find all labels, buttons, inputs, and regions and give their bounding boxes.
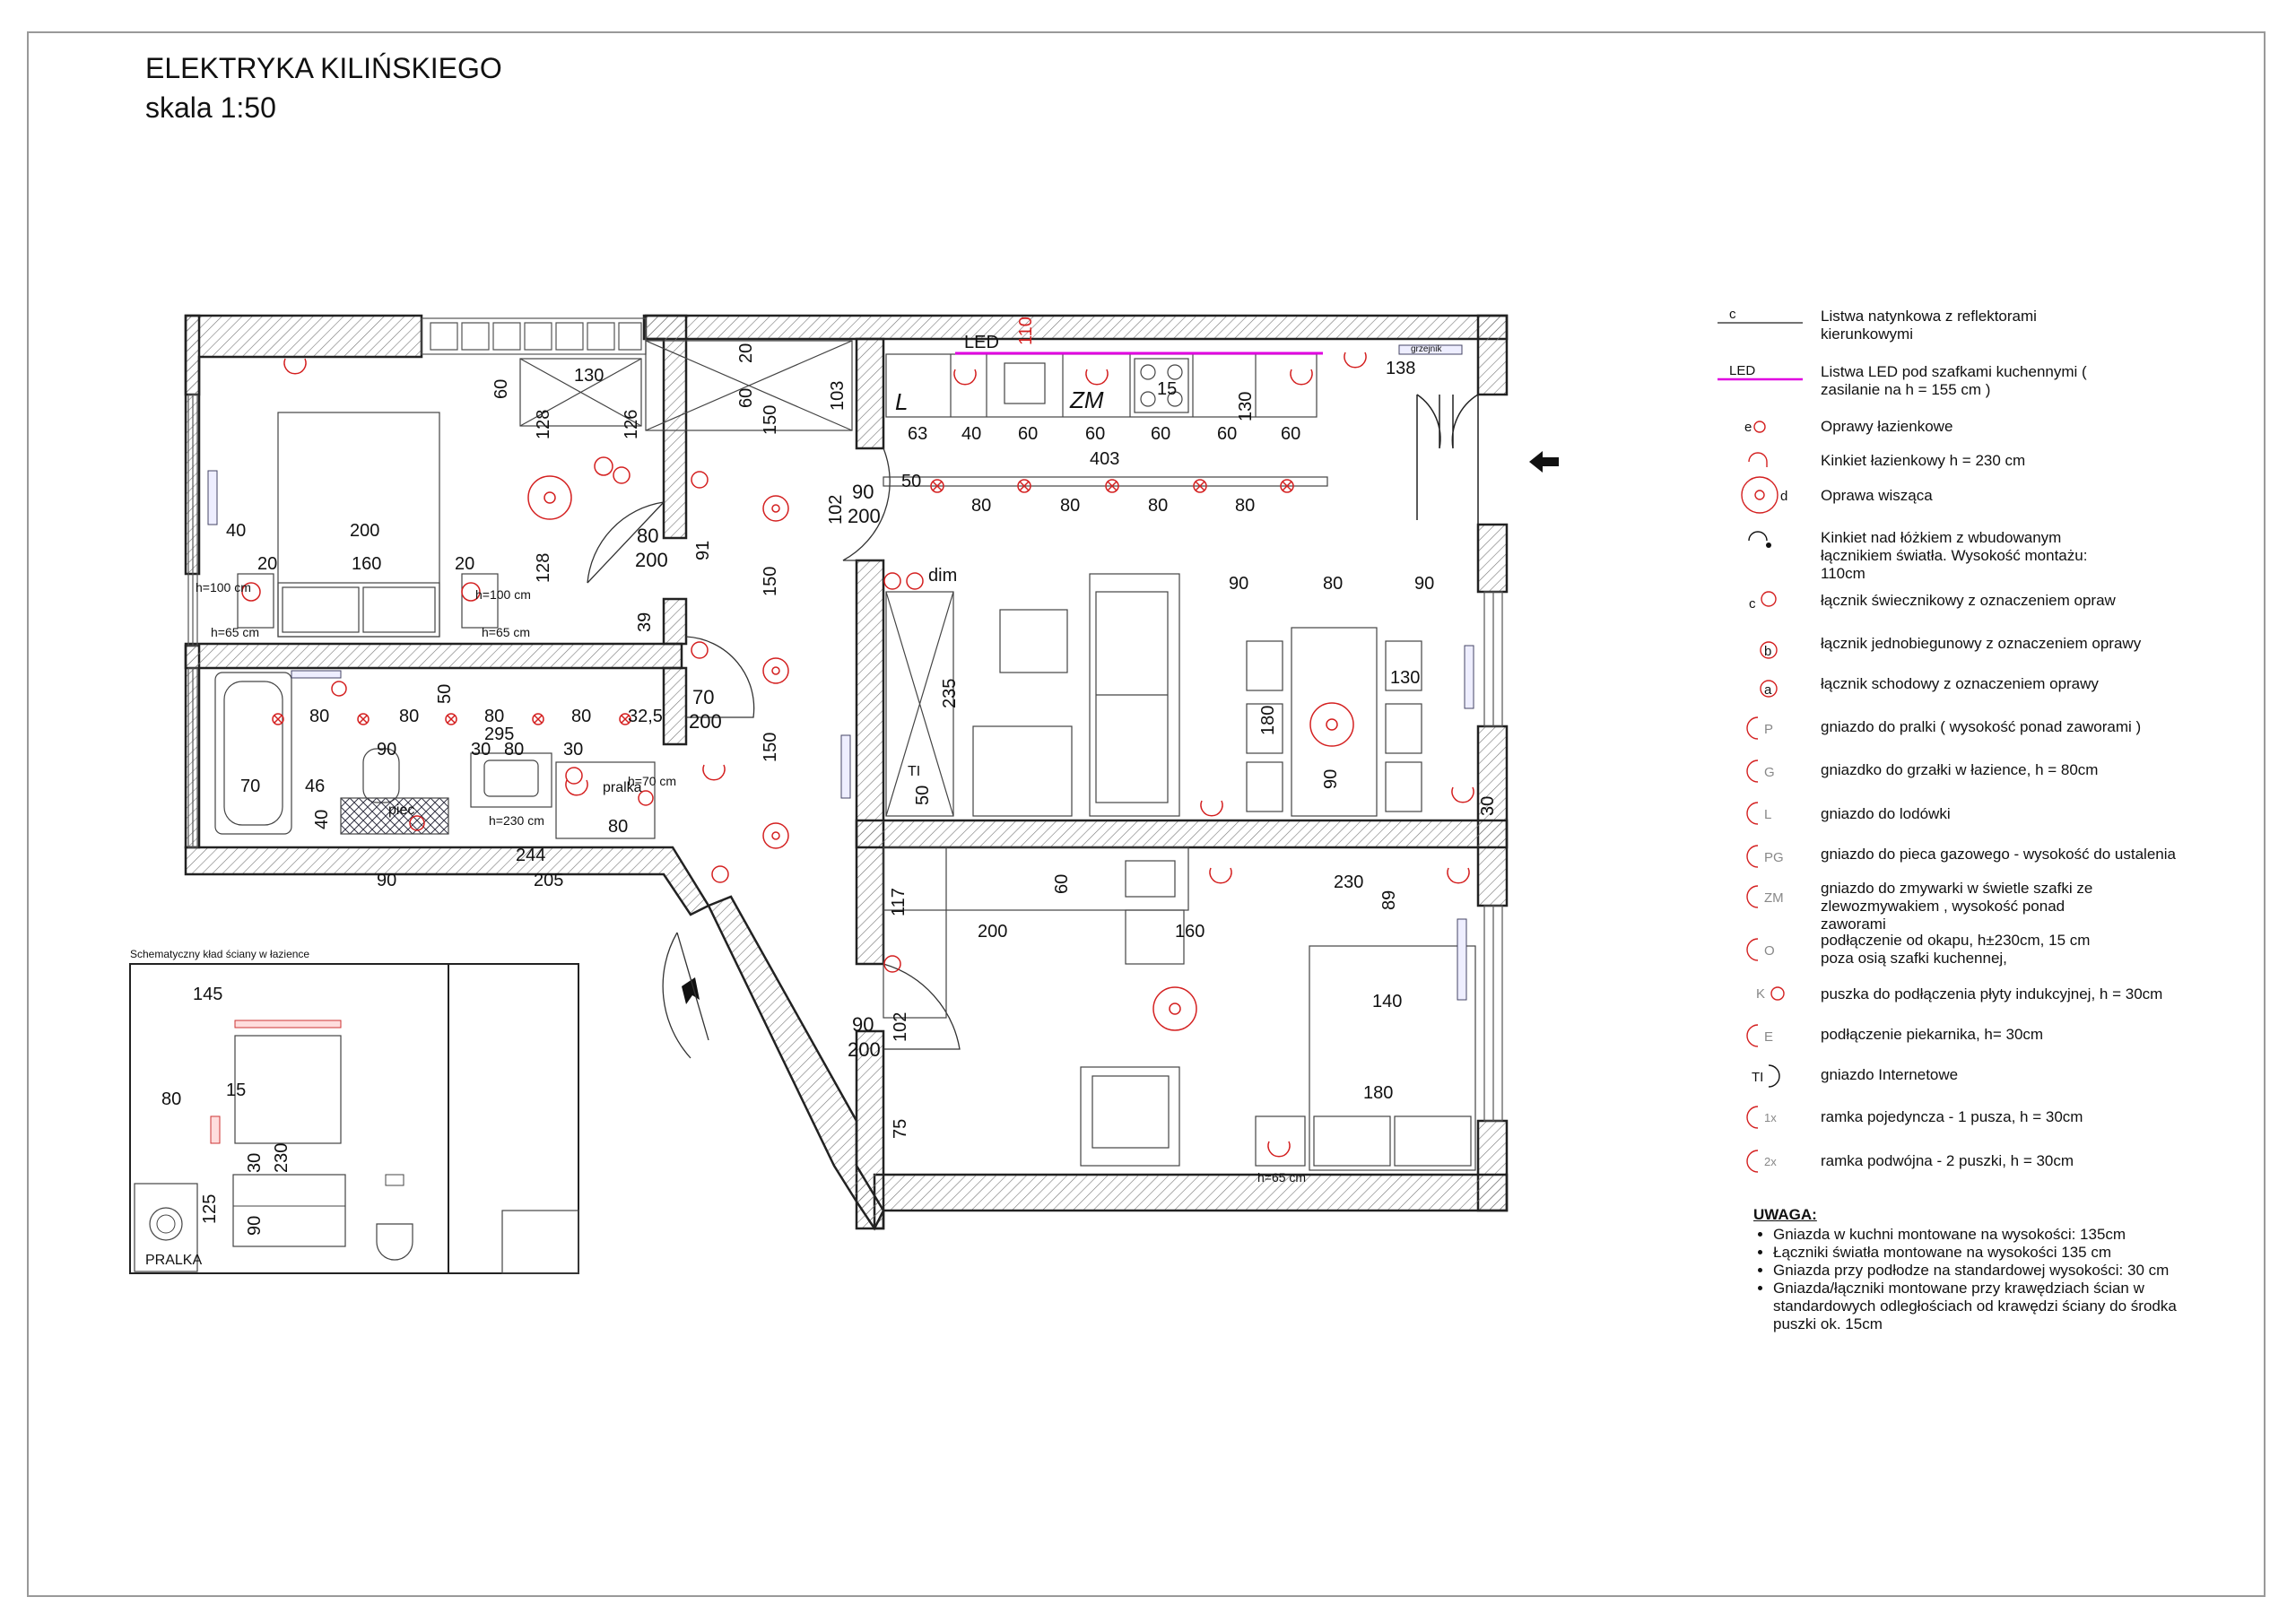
dim-label: 40 [226,521,247,541]
frame-single-icon [284,359,306,374]
dim-label: 70 [692,686,715,708]
pendant-lamp-icon [1153,987,1196,1030]
dim-label: h=100 cm [196,580,251,595]
bathroom-light-icon [446,714,457,725]
dim-label: 90 [245,1215,265,1236]
dim-label: 32,5 [628,707,663,726]
frame-single-icon [1452,787,1474,803]
desk [883,847,1188,910]
drawing-scale: skala 1:50 [145,91,276,124]
wall-bath-south [186,847,709,915]
wall-hall-bath-2 [664,668,686,744]
wall-bed-bath [186,644,682,668]
dim-label: 235 [940,678,960,708]
legend-item: gniazdo do pieca gazowego - wysokość do ustalenia [1821,846,2176,863]
dim-label: 150 [761,404,780,435]
wall-kitchen-east [1478,316,1507,395]
legend-item: Listwa LED pod szafkami kuchennymi ( zasilanie na h = 155 cm ) [1821,363,2087,398]
dim-label: 20 [257,554,278,574]
frame-double-icon [1291,369,1312,385]
dim-label: 60 [1217,424,1238,444]
dim-label: 103 [828,380,848,411]
drawing-title: ELEKTRYKA KILIŃSKIEGO [145,52,502,84]
dim-label: 403 [1090,449,1120,469]
note-item: • Gniazda przy podłodze na standardowej wysokości: 30 cm [1773,1262,2220,1280]
legend-item: łącznik schodowy z oznaczeniem oprawy [1821,675,2099,692]
dim-label: 90 [377,740,397,759]
ceiling-light-icon [763,823,788,848]
dim-label: 200 [848,1038,881,1061]
frame-single-icon [1086,369,1108,385]
svg-text:TI: TI [1752,1070,1764,1085]
dim-label: 102 [891,1011,910,1042]
entrance-door [1417,395,1478,525]
dim-label: 91 [693,540,713,560]
dim-label: 60 [491,378,511,399]
dim-label: 138 [1386,359,1416,378]
legend-item: ramka podwójna - 2 puszki, h = 30cm [1821,1152,2074,1169]
dim-label: h=70 cm [628,774,677,788]
ceiling-light-icon [763,658,788,683]
inset-washer-label: PRALKA [145,1253,203,1268]
svg-text:c: c [1729,307,1736,322]
dim-label: 50 [901,472,922,491]
wall-living-east [1478,525,1507,592]
socket-heater-icon [332,681,346,696]
internet-label: TI [908,764,921,779]
dim-label: 230 [1334,872,1364,892]
svg-text:G: G [1764,765,1775,780]
dim-label: 200 [635,549,668,571]
dim-label: 80 [309,707,330,726]
dim-label: 140 [1372,992,1403,1011]
switch-staircase-icon [712,866,728,882]
dim-label: 20 [455,554,475,574]
svg-text:e: e [1744,420,1752,435]
dim-label: 145 [193,985,223,1004]
dim-label: 160 [352,554,382,574]
inset-labels [130,948,309,1268]
dim-label: 80 [399,707,420,726]
svg-text:b: b [1764,644,1772,659]
dim-label: 40 [312,809,332,829]
pendant-lamp-icon [1310,703,1353,746]
dim-label: 244 [516,846,546,865]
dim-label: 200 [848,505,881,527]
dim-label: 90 [377,871,397,890]
dim-label: 90 [1414,574,1435,594]
dim-label: 50 [435,683,455,704]
dim-label: 200 [689,710,722,733]
dim-label: h=65 cm [1257,1170,1307,1185]
dim-label: 90 [852,1013,874,1036]
legend-item: Oprawy łazienkowe [1821,418,1953,435]
dim-label: 90 [852,481,874,503]
wall-bedroom-north [186,316,422,395]
switch-chandelier-icon [907,573,923,589]
legend-item: puszka do podłączenia płyty indukcyjnej, h = 30cm [1821,985,2163,1002]
ceiling-light-icon [763,496,788,521]
armchair [1081,1067,1179,1166]
dim-label: 80 [971,496,992,516]
frame-double-icon [1201,801,1222,816]
dim-label: 128 [534,552,553,583]
dim-label: h=100 cm [475,587,531,602]
legend-item: Kinkiet łazienkowy h = 230 cm [1821,452,2026,469]
frame-single-icon [703,765,725,780]
wall-living-west [857,560,883,964]
radiator-label: grzejnik [1411,344,1442,354]
dim-label: 125 [200,1193,220,1224]
dim-label: 180 [1363,1083,1394,1103]
bathroom-light-icon [533,714,544,725]
note-item: • Gniazda/łączniki montowane przy krawędziach ścian w standardowych odległościach od krawędzi ściany do środka puszki ok. 15cm [1773,1280,2220,1333]
dim-label: 60 [736,387,756,408]
legend-item: łącznik świecznikowy z oznaczeniem opraw [1821,592,2116,609]
dim-label: 30 [471,740,491,759]
dim-label: 63 [908,424,928,444]
dim-label: 70 [240,777,261,796]
dim-label: 90 [1321,768,1341,789]
svg-text:2x: 2x [1764,1155,1777,1168]
legend-item: ramka pojedyncza - 1 pusza, h = 30cm [1821,1108,2083,1125]
svg-text:c: c [1749,596,1756,612]
dishwasher-label: ZM [1070,386,1104,413]
dim-label: 40 [961,424,982,444]
dim-label: 130 [1390,668,1421,688]
wall-lamp-icon [595,457,613,475]
dim-label: 150 [761,566,780,596]
entrance-arrow-icon [1529,451,1559,473]
dim-label: 110 [1016,317,1036,345]
dim-label: 90 [1229,574,1249,594]
dim-label: 150 [761,732,780,762]
frame-single-icon [954,369,976,385]
led-label: LED [964,333,999,352]
windows [188,318,1502,1121]
dim-label: 80 [484,707,505,726]
dim-label: 30 [245,1152,265,1173]
bathroom-wall-view [130,964,578,1273]
dim-label: 60 [1151,424,1171,444]
dim-label: 230 [272,1142,291,1173]
dim-label: h=65 cm [482,625,531,639]
dim-label: 80 [637,525,659,547]
svg-text:PG: PG [1764,850,1784,865]
dim-label: 128 [534,409,553,439]
dim-label: 89 [1379,890,1399,910]
dim-label: 60 [1018,424,1039,444]
svg-text:O: O [1764,943,1775,959]
svg-text:E: E [1764,1029,1774,1045]
wall-hall-bath [664,599,686,644]
ottoman [973,726,1072,816]
dim-label: 130 [574,366,604,386]
dim-label: 15 [1157,379,1178,399]
inset-title: Schematyczny kład ściany w łazience [130,948,310,960]
dim-label: 117 [889,888,909,916]
note-item: • Gniazda w kuchni montowane na wysokości: 135cm [1773,1226,2220,1244]
wall-kitchen-west [857,339,883,448]
dim-label: 39 [635,612,655,632]
pendant-lamp-icon [528,476,571,519]
dim-label: 20 [736,343,756,363]
legend-item: podłączenie piekarnika, h= 30cm [1821,1026,2044,1043]
svg-text:1x: 1x [1764,1111,1777,1124]
boiler-label: piec [388,803,415,818]
dim-label: 75 [891,1118,910,1139]
frame-single-icon [1344,352,1366,368]
dim-label: 30 [1478,795,1498,816]
legend-item: Listwa natynkowa z reflektorami kierunkowymi [1821,308,2037,343]
svg-text:L: L [1764,807,1772,822]
legend-item: podłączenie od okapu, h±230cm, 15 cm poza osią szafki kuchennej, [1821,932,2091,967]
radiator-icon [841,735,850,798]
dim-label: h=65 cm [211,625,260,639]
legend-item: Oprawa wisząca [1821,487,1933,504]
dim-label: 130 [1236,391,1256,421]
dim-label: 80 [1323,574,1344,594]
radiator-icon [1457,919,1466,1000]
dim-label: h=230 cm [489,813,544,828]
dim-label: 160 [1175,922,1205,942]
dim-label: 295 [484,725,515,744]
switch-single-icon [566,768,582,784]
wall-top-middle [646,316,1507,339]
legend-item: gniazdo do lodówki [1821,805,1951,822]
radiator-icon [291,671,341,678]
legend-item: łącznik jednobiegunowy z oznaczeniem oprawy [1821,635,2142,652]
switch-single-icon [884,956,900,972]
dim-switch-label: dim [928,566,958,586]
legend-item: gniazdo do pralki ( wysokość ponad zaworami ) [1821,718,2142,735]
dim-label: 102 [826,494,846,525]
wall-south-bedroom2 [874,1175,1507,1228]
wall-living-south [857,820,1507,847]
dim-label: 80 [1235,496,1256,516]
legend-item: gniazdko do grzałki w łazience, h = 80cm [1821,761,2099,778]
switch-staircase-icon [691,472,708,488]
dim-label: 205 [534,871,564,890]
dim-label: 200 [978,922,1008,942]
dim-label: 80 [161,1089,182,1109]
dim-label: 46 [305,777,326,796]
dim-label: 80 [1060,496,1081,516]
dim-label: 30 [563,740,584,759]
bathtub [215,673,291,834]
bathroom-light-icon [358,714,369,725]
dim-label: 60 [1052,873,1072,894]
dim-label: 50 [913,785,933,805]
svg-text:d: d [1780,489,1788,504]
legend-item: gniazdo Internetowe [1821,1066,1959,1083]
svg-text:P: P [1764,722,1774,737]
legend-item: Kinkiet nad łóżkiem z wbudowanym łącznikiem światła. Wysokość montażu: 110cm [1821,529,2088,582]
wardrobe-2 [883,847,946,1018]
dim-label: 80 [571,707,592,726]
coffee-table [1000,610,1067,673]
frame-single-icon [1448,868,1469,883]
dim-label: 60 [1085,424,1106,444]
dim-label: 60 [1281,424,1301,444]
frame-double-icon [1210,868,1231,883]
radiator-icon [208,471,217,525]
radiator-icon [1465,646,1474,708]
dim-label: 15 [226,1081,247,1100]
dim-label: 80 [504,740,525,759]
dim-label: 80 [1148,496,1169,516]
fridge-label: L [895,388,909,415]
notes-heading: UWAGA: [1753,1206,1817,1223]
svg-text:LED: LED [1729,363,1756,378]
switch-chandelier-icon [884,573,900,589]
dim-label: 200 [350,521,380,541]
bed-2 [1309,946,1475,1170]
svg-text:ZM: ZM [1764,890,1784,906]
washbasin-cabinet [471,753,552,807]
notes-block [1753,1206,2220,1333]
legend-item: gniazdo do zmywarki w świetle szafki ze zlewozmywakiem , wysokość ponad zaworami [1821,880,2093,933]
switch-chandelier-icon [613,467,630,483]
bathroom-light-icon [273,714,283,725]
dim-label: 126 [622,409,641,439]
frame-double-icon [1268,1141,1290,1157]
svg-text:a: a [1764,682,1772,698]
switch-staircase-icon [691,642,708,658]
washer-label: pralka [603,780,642,795]
svg-text:K: K [1756,986,1766,1002]
note-item: • Łączniki światła montowane na wysokości 135 cm [1773,1244,2220,1262]
dim-label: 80 [608,817,629,837]
dim-label: 180 [1258,705,1278,735]
